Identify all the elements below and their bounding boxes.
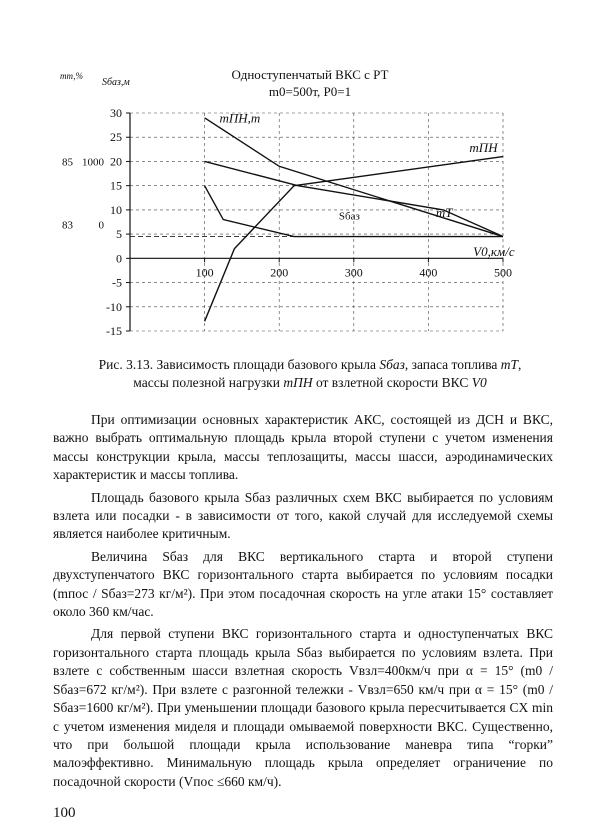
caption-m-t: mТ — [500, 357, 519, 372]
paragraph: При оптимизации основных характеристик АКС, состоящей из ДСН и ВКС, важно выбрать оптимальную площадь крыла второй ступени с учетом изменения массы конструкции крыла, массы теплозащиты, массы шасси, аэродинамических характеристик и массы топлива. — [53, 412, 553, 483]
grid — [130, 110, 503, 331]
y-label-outer: mт,% — [60, 71, 83, 81]
caption-line-1 — [60, 356, 560, 374]
paragraph: Площадь базового крыла Sбаз различных схем ВКС выбирается по условиям взлета или посадки - в зависимости от того, какой случай для исследуемой схемы является наиболее критичным. — [53, 489, 553, 542]
caption-s-baz: Sбаз — [379, 357, 405, 372]
secondary-scale-label: 83 — [62, 219, 73, 232]
caption-text: Рис. 3.13. Зависимость площади базового крыла — [98, 357, 380, 372]
chart-title: Одноступенчатый ВКС с РТ — [231, 67, 389, 82]
annotation: mПН — [469, 139, 498, 155]
paragraph: Для первой ступени ВКС горизонтального старта и одноступенчатых ВКС горизонтального старта площадь крыла Sбаз выбирается по условиям взлета. При взлете с собственным шасси взлетная скорость Vвзл=400км/ч при α = 15° (m0 / Sбаз=672 кг/м²). При взлете с разгонной тележки - Vвзл=650 км/ч при α = 15° (m0 / Sбаз=1600 кг/м²). При уменьшении площади базового крыла пересчитывается CX min с учетом изменения миделя и площади омываемой поверхности ВКС. Существенно, что при большой площади крыла использование маневра типа “горки” малоэффективно. Минимальную площадь крыла определяет ограничение по посадочной скорости (Vпос ≤660 км/ч). — [53, 626, 553, 789]
annotation: Sбаз — [338, 210, 360, 223]
y-tick-label: 0 — [116, 251, 122, 266]
chart — [0, 55, 600, 355]
x-tick-label: 100 — [195, 265, 214, 280]
secondary-scale-label: 0 — [98, 219, 104, 232]
body-text — [53, 411, 553, 795]
x-tick-label: 400 — [419, 265, 438, 280]
secondary-scale-label: 1000 — [82, 156, 104, 169]
caption-text: массы полезной нагрузки — [133, 375, 284, 390]
x-tick-label: 200 — [270, 265, 289, 280]
y-tick-label: 30 — [110, 106, 122, 120]
y-tick-label: -10 — [106, 299, 122, 314]
y-tick-label: 25 — [110, 130, 122, 145]
y-tick-label: 5 — [116, 227, 122, 242]
caption-line-2 — [60, 374, 560, 392]
annotation: mТ — [435, 205, 453, 221]
caption-text: , запаса топлива — [404, 357, 501, 372]
y-tick-label: -5 — [112, 275, 122, 290]
page-number: 100 — [53, 805, 76, 821]
y-tick-label: 10 — [110, 202, 122, 217]
y-tick-label: 15 — [110, 178, 122, 193]
paragraph: Величина Sбаз для ВКС вертикального старта и второй ступени двухступенчатого ВКС горизонтального старта выбирается по условиям посадки (mпос / Sбаз=273 кг/м²). При этом посадочная скорость на угле атаки 15° составляет около 360 км/час. — [53, 548, 553, 620]
chart-subtitle: m0=500т, P0=1 — [268, 84, 352, 99]
y-tick-label: 20 — [110, 154, 122, 169]
figure-caption — [60, 356, 560, 392]
axes — [126, 110, 503, 331]
secondary-scale-label: 85 — [62, 156, 73, 169]
y-label-inner: Sбаз,м — [102, 77, 130, 88]
annotation: V0,км/с — [473, 243, 515, 259]
x-tick-label: 300 — [344, 265, 363, 280]
x-tick-label: 500 — [494, 265, 512, 280]
annotation: mПН,т — [219, 110, 261, 126]
caption-text: от взлетной скорости ВКС — [312, 375, 472, 390]
caption-m-pn: mПН — [283, 375, 313, 390]
y-tick-label: -15 — [106, 324, 122, 338]
caption-v0: V0 — [471, 375, 487, 390]
caption-text: , — [518, 357, 522, 372]
